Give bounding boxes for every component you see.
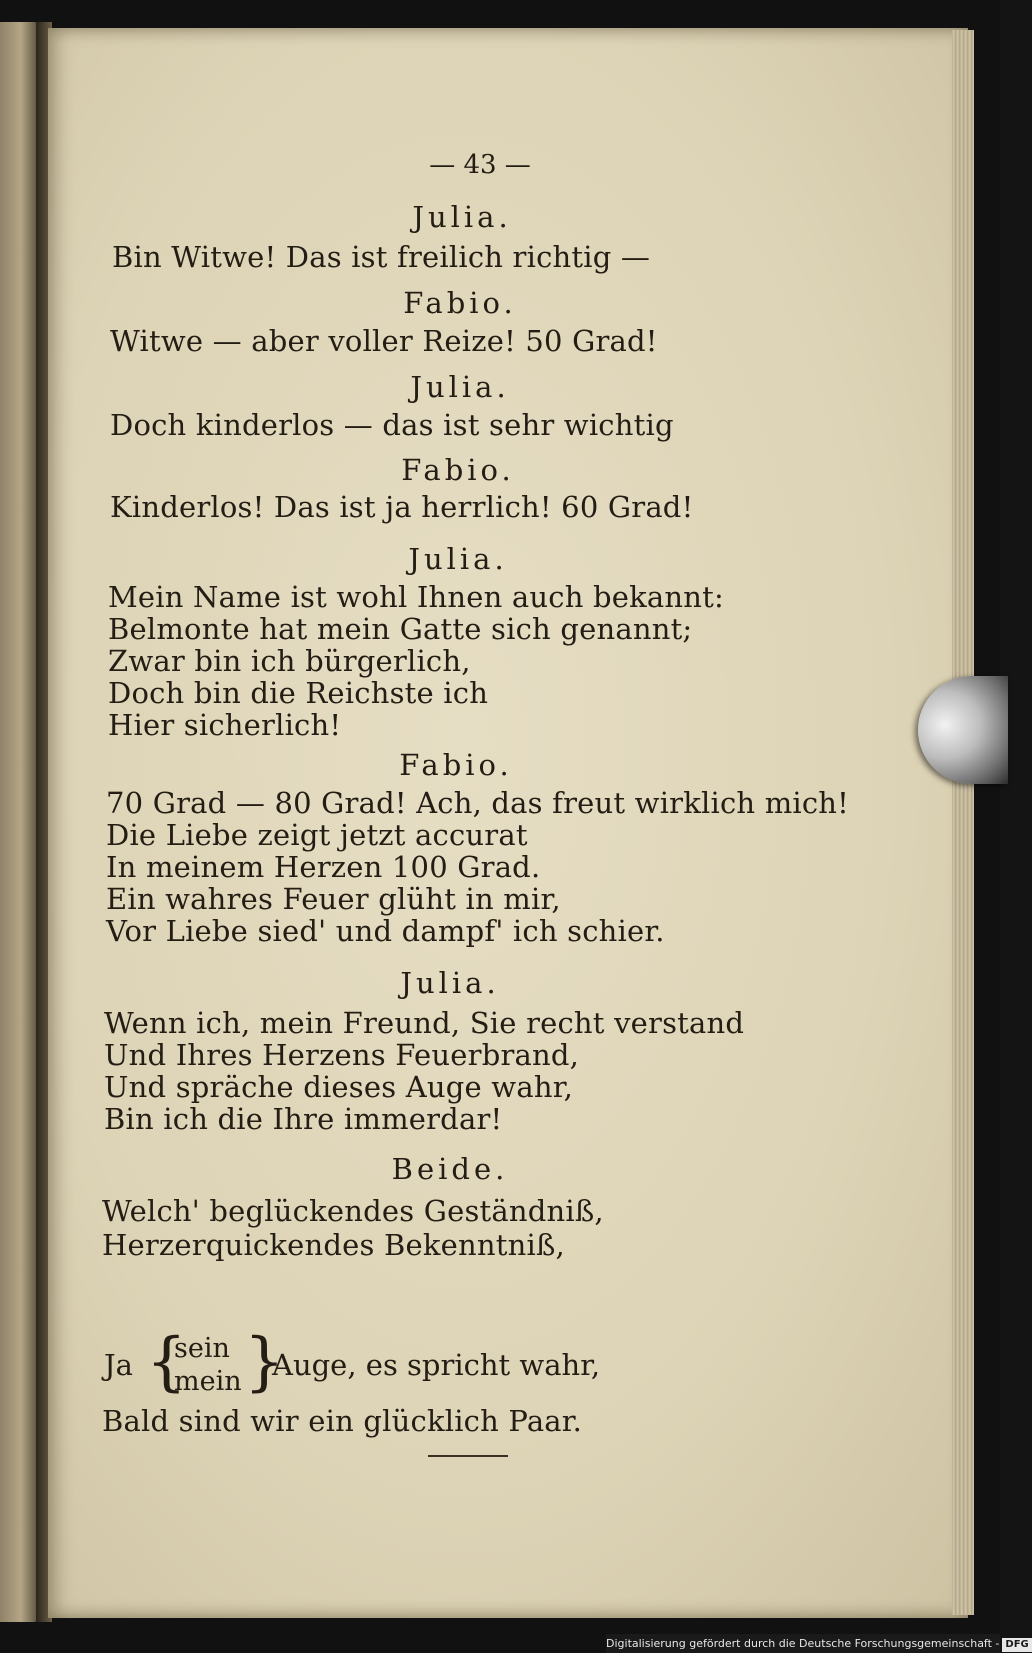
dfg-logo: DFG [1002, 1638, 1031, 1652]
verse-line: Wenn ich, mein Freund, Sie recht verstand [104, 1006, 745, 1040]
verse-line: Bin Witwe! Das ist freilich richtig — [112, 240, 651, 274]
digitization-footer [606, 1634, 1029, 1653]
brace-options [174, 1332, 242, 1398]
brace-verse-line [104, 1325, 664, 1402]
speaker-heading: Julia. [408, 542, 508, 576]
verse-line: 70 Grad — 80 Grad! Ach, das freut wirklich mich! [106, 786, 850, 820]
speaker-heading: Julia. [410, 370, 510, 404]
verse-line: Doch kinderlos — das ist sehr wichtig [110, 408, 674, 442]
verse-line: Doch bin die Reichste ich [108, 676, 489, 710]
verse-line: Hier sicherlich! [108, 708, 342, 742]
verse-line: Welch' beglückendes Geständniß, [102, 1194, 604, 1228]
footer-text: Digitalisierung gefördert durch die Deutsche Forschungsgemeinschaft - [606, 1637, 1000, 1650]
verse-line: Witwe — aber voller Reize! 50 Grad! [110, 324, 658, 358]
brace-prefix: Ja [104, 1348, 133, 1382]
speaker-heading: Julia. [400, 966, 500, 1000]
verse-line: Bin ich die Ihre immerdar! [104, 1102, 503, 1136]
verse-line: Bald sind wir ein glücklich Paar. [102, 1404, 583, 1438]
page-number: — 43 — [429, 150, 531, 180]
speaker-heading: Beide. [391, 1152, 509, 1186]
brace-option: mein [174, 1366, 242, 1397]
verse-line: Zwar bin ich bürgerlich, [108, 644, 471, 678]
verse-line: Und Ihres Herzens Feuerbrand, [104, 1038, 580, 1072]
verse-line: Herzerquickendes Bekenntniß, [102, 1228, 565, 1262]
verse-line: Ein wahres Feuer glüht in mir, [106, 882, 561, 916]
speaker-heading: Fabio. [403, 286, 517, 320]
speaker-heading: Fabio. [399, 748, 513, 782]
verse-line: Belmonte hat mein Gatte sich genannt; [108, 612, 693, 646]
verse-line: Die Liebe zeigt jetzt accurat [106, 818, 528, 852]
verse-line: Mein Name ist wohl Ihnen auch bekannt: [108, 580, 724, 614]
verse-line: In meinem Herzen 100 Grad. [106, 850, 541, 884]
right-brace-glyph: } [244, 1325, 285, 1399]
brace-option: sein [174, 1333, 230, 1364]
verse-line: Vor Liebe sied' und dampf' ich schier. [106, 914, 665, 948]
brace-rest: Auge, es spricht wahr, [272, 1348, 601, 1382]
left-brace-glyph: { [146, 1325, 187, 1399]
verse-line: Und spräche dieses Auge wahr, [104, 1070, 573, 1104]
speaker-heading: Julia. [412, 200, 512, 234]
verse-line: Kinderlos! Das ist ja herrlich! 60 Grad! [110, 490, 694, 524]
end-rule [428, 1455, 508, 1457]
speaker-heading: Fabio. [401, 453, 515, 487]
